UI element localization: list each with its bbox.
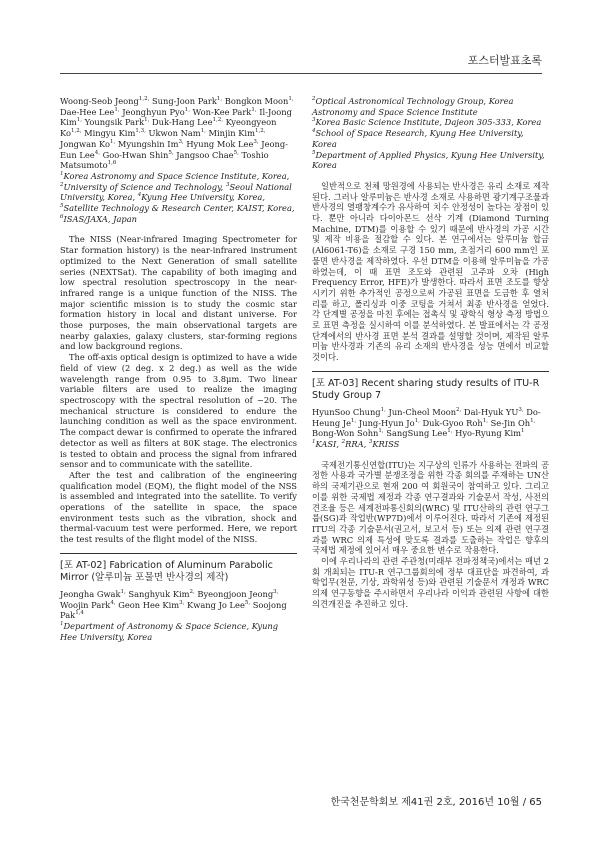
section-title-at-03: [포 AT-03] Recent sharing study results of ITU-R Study Group 7 <box>312 371 549 403</box>
abstract-1-paragraph-3: After the test and calibration of the engineering qualification model (EQM), the flight model of the NSS is assembled and integrated into the satellite. To verify operations of the satellite in space, the space environment tests such as the vibration, shock and thermal-vacuum test were performed. Here, we report the test results of the flight model of the NISS. <box>60 469 297 545</box>
section-header-label: 포스터발표초록 <box>467 54 542 67</box>
header-rule <box>60 73 542 74</box>
affiliations-3: $^1$KASI, $^2$RRA, $^3$KRISS <box>312 438 400 449</box>
abstract-3-paragraph-2: 이에 우리나라의 관련 주관청(미래부 전파정책국)에서는 매년 2회 개최되는 ITU-R 연구그룹회의에 정부 대표단을 파견하여, 과학업무(천문, 기상, 과학위성 등)와 관련된 기술문서 개정과 WRC의제 연구동향을 주시하면서 우리나라 이익과 관련된 사항에 대한 의견개진을 추진하고 있다. <box>312 556 549 609</box>
affiliation-2-line-3: $^4$School of Space Research, Kyung Hee University, Korea <box>312 128 524 149</box>
abstract-1-paragraph-1: The NISS (Near-infrared Imaging Spectrometer for Star formation history) is the near-infrared instrument optimized to the Next Generation of small satellite series (NEXTSat). The capability of both imaging and low spectral resolution spectroscopy in the near-infrared range is a unique function of the NISS. The major scientific mission is to study the cosmic star formation history in local and distant universe. For those purposes, the main observational targets are nearby galaxies, galaxy clusters, star-forming regions and low background regions. <box>60 234 297 352</box>
affiliation-2-line-4: $^5$Department of Applied Physics, Kyung Hee University, Korea <box>312 149 545 171</box>
authors-2: Jeongha Gwak$^{1,}$ Sanghyuk Kim$^{2,}$ Byeongjoon Jeong$^{3,}$ Woojin Park$^{4,}$ Geon Hee Kim$^{3,}$ Kwang Jo Lee$^{5,}$ Soojong Pak$^{1,4}$ <box>60 588 287 621</box>
abstract-1-paragraph-2: The off-axis optical design is optimized to have a wide field of view (2 deg. x 2 deg.) as well as the wide wavelength range from 0.95 to 3.8μm. Two linear variable filters are used to realize the imaging spectroscopy with the spectral resolution of ~20. The mechanical structure is considered to endure the launching condition as well as the space environment. The compact dewar is confirmed to operate the infrared detector as well as filters at 80K stage. The electronics is tested to obtain and process the signal from infrared sensor and to communicate with the satellite. <box>60 352 297 470</box>
page-footer: 한국천문학회보 제41권 2호, 2016년 10월 / 65 <box>330 797 542 808</box>
affiliation-2-line-2: $^3$Korea Basic Science Institute, Dajeon 305-333, Korea <box>312 117 542 128</box>
affiliations-1: $^1$Korea Astronomy and Space Science Institute, Korea, $^2$University of Science and Technology, $^3$Seoul National University, Korea, $^4$Kyung Hee University, Korea, $^5$Satellite Technology & Research Center, KAIST, Korea, $^6$ISAS/JAXA, Japan <box>60 170 295 224</box>
abstract-2-paragraph: 일반적으로 천체 망원경에 사용되는 반사경은 유리 소재로 제작된다. 그러나 알루미늄은 반사경 소재로 사용하면 광기계구조물과 반사경의 열팽창계수가 유사하여 치수 안정성이 높다는 장점이 있다. 뿐만 아니라 다이아몬드 선삭 기계 (Diamond Turning Machine, DTM)를 이용할 수 있기 때문에 반사경의 가공 시간 및 제작 비용을 절감할 수 있다. 본 연구에서는 알루미늄 합금 (Al6061-T6)을 소재로 구경 150 mm, 초점거리 600 mm인 포물면 반사경을 제작하였다. 우선 DTM을 이용해 알루미늄을 가공하였는데, 이 때 표면 조도와 관련된 고주파 오차 (High Frequency Error, HFE)가 발생한다. 따라서 표면 조도를 향상시키기 위한 추가적인 공정으로써 가공된 표면을 도금한 후 열처리를 하고, 폴리싱과 이중 코팅을 거쳐서 최종 반사경을 얻었다. 각 단계별 공정을 마친 후에는 접촉식 및 광학식 형상 측정 방법으로 표면 측정을 실시하여 이를 분석하였다. 본 발표에서는 각 공정 단계에서의 반사경 표면 분석 결과를 설명할 것이며, 제작된 알루미늄 반사경과 기존의 유리 소재의 반사경을 성능 면에서 비교할 것이다. <box>312 180 549 363</box>
affiliations-2-part-1: $^1$Department of Astronomy & Space Science, Kyung Hee University, Korea <box>60 620 279 642</box>
left-column <box>60 96 297 642</box>
abstract-3-paragraph-1: 국제전기통신연합(ITU)는 지구상의 인류가 사용하는 전파의 공정한 사용과 국가별 분쟁조정을 위한 각종 회의를 주재하는 UN산하의 국제기관으로 현재 200 여 회원국이 참여하고 있다. 그리고 이를 위한 국제법 제정과 각종 연구결과와 기술문서 작성, 사전의견조율 등은 세계전파통신회의(WRC) 및 ITU산하의 관련 연구그룹(SG)과 작업반(WP7D)에서 이루어진다. 따라서 기존에 제정된 ITU의 각종 기술문서(권고서, 보고서 등) 또는 의제 관련 연구결과를 WRC 의제 특성에 맞도록 결과를 도출하는 작업은 향후의 국제법 제정에 있어서 매우 중요한 변수로 작용한다. <box>312 459 549 556</box>
affiliation-2-line-1: $^2$Optical Astronomical Technology Group, Korea Astronomy and Space Science Institute <box>312 96 514 117</box>
authors-1: Woong-Seob Jeong$^{1,2,}$ Sung-Joon Park$^{1,}$ Bongkon Moon$^{1,}$ Dae-Hee Lee$^{1,}$ Jeonghyun Pyo$^{1,}$ Won-Kee Park$^{1,}$ Il-Joong Kim$^{1,}$ Youngsik Park$^{1,}$ Duk-Hang Lee$^{1,2,}$ Kyeongyeon $Ko^{1,2,}$ Mingyu Kim$^{1,3,}$ Ukwon Nam$^{1,}$ Minjin Kim$^{1,2,}$ Jongwan $Ko^{1,}$ Myungshin $Im^{3,}$ Hyung Mok Lee$^{3,}$ Jeong-Eun Lee$^{4,}$ Goo-Hwan Shin$^{5,}$ Jangsoo Chae$^{5,}$ Toshio Matsumoto$^{1,6}$ <box>60 96 294 171</box>
section-title-at-02: [포 AT-02] Fabrication of Aluminum Parabolic Mirror (알루미늄 포물면 반사경의 제작) <box>60 553 297 585</box>
right-column <box>312 96 549 610</box>
authors-3: HyunSoo Chung$^{1,}$ Jun-Cheol Moon$^{2,}$ Dai-Hyuk $YU^{3,}$ Do-Heung $Je^{1,}$ Jung-Hyun $Jo^{1,}$ Duk-Gyoo Roh$^{1,}$ Se-Jin $Oh^{1,}$ Bong-Won Sohn$^{1,}$ SangSung Lee$^{1,}$ Hyo-Ryung Kim$^1$ <box>312 406 541 439</box>
